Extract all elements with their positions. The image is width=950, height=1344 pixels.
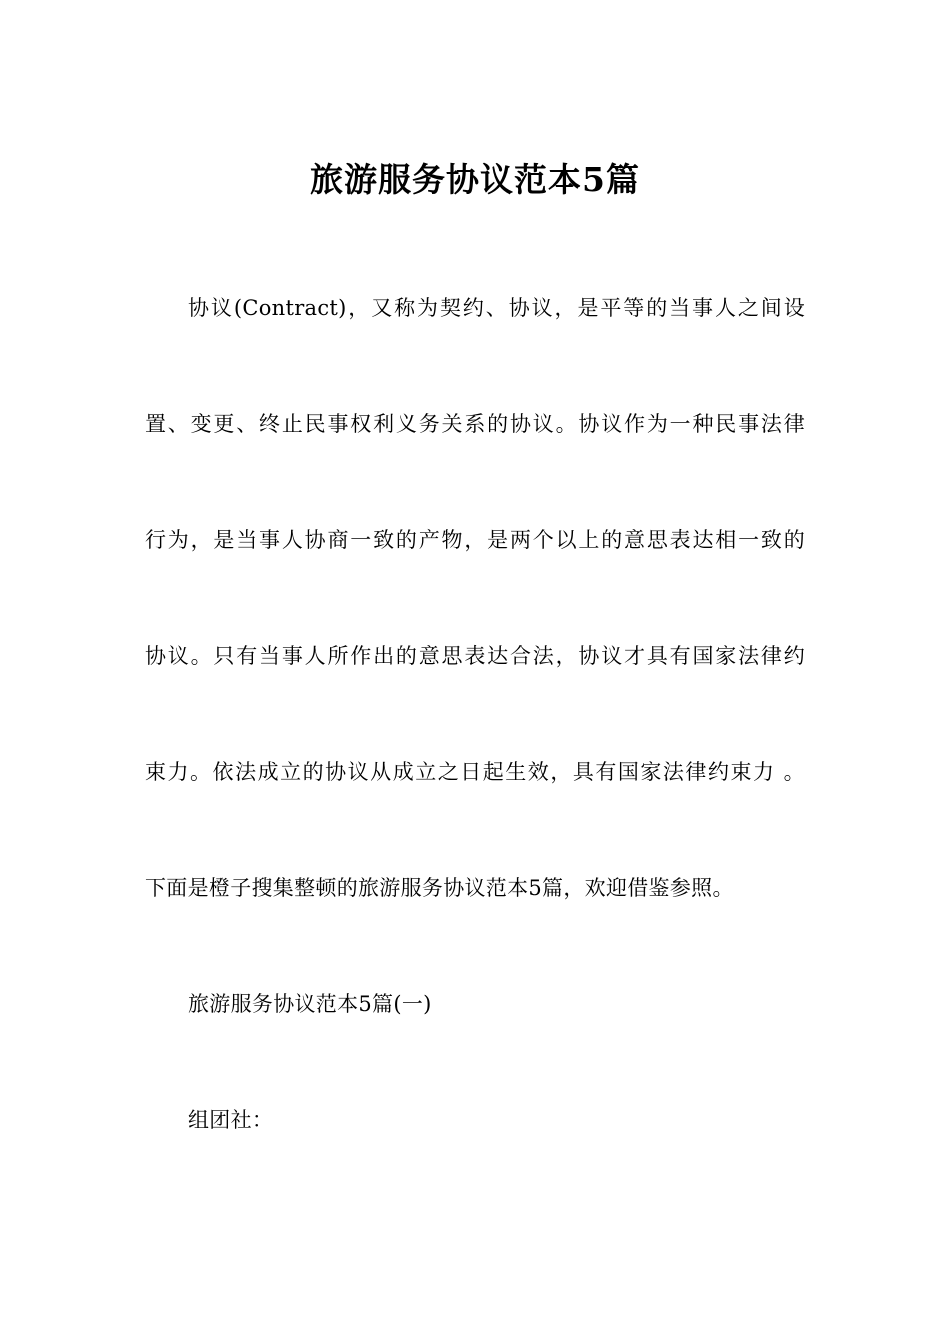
field-label-organizer: 组团社：	[188, 1108, 274, 1132]
intro-line-1: 协议(Contract)，又称为契约、协议，是平等的当事人之间设	[188, 296, 805, 320]
intro-line-2: 置、变更、终止民事权利义务关系的协议。协议作为一种民事法律	[145, 412, 805, 436]
section-heading: 旅游服务协议范本5篇(一)	[188, 992, 432, 1016]
intro-line-4: 协议。只有当事人所作出的意思表达合法，协议才具有国家法律约	[145, 644, 805, 668]
intro-line-5: 束力。依法成立的协议从成立之日起生效，具有国家法律约束力 。	[145, 760, 805, 784]
intro-line-3: 行为，是当事人协商一致的产物，是两个以上的意思表达相一致的	[145, 528, 805, 552]
intro-line-6: 下面是橙子搜集整顿的旅游服务协议范本5篇，欢迎借鉴参照。	[145, 876, 734, 900]
document-title: 旅游服务协议范本5篇	[310, 160, 640, 199]
